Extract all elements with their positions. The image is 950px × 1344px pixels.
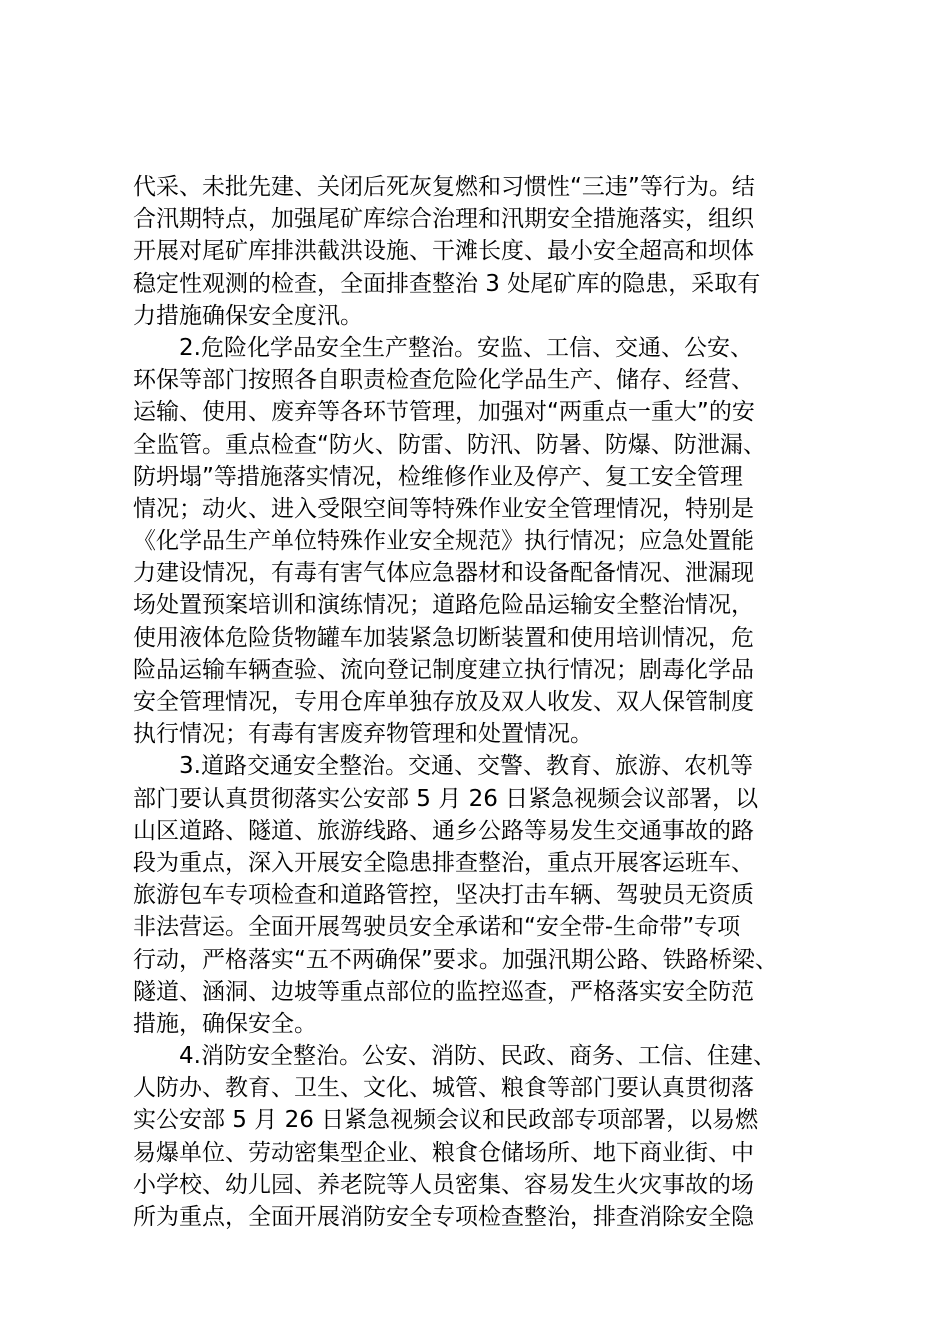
text-line: 非法营运。全面开展驾驶员安全承诺和“安全带-生命带”专项 xyxy=(133,914,741,941)
text-line: 小学校、幼儿园、养老院等人员密集、容易发生火灾事故的场 xyxy=(133,1171,754,1198)
document-body xyxy=(133,171,828,1233)
paragraph-start-line: 3.道路交通安全整治。交通、交警、教育、旅游、农机等 xyxy=(179,753,753,780)
text-line: 人防办、教育、卫生、文化、城管、粮食等部门要认真贯彻落 xyxy=(133,1075,754,1102)
text-line: 全监管。重点检查“防火、防雷、防汛、防暑、防爆、防泄漏、 xyxy=(133,431,766,458)
paragraph-start-line: 2.危险化学品安全生产整治。安监、工信、交通、公安、 xyxy=(179,334,753,361)
text-line: 开展对尾矿库排洪截洪设施、干滩长度、最小安全超高和坝体 xyxy=(133,238,754,265)
text-line: 环保等部门按照各自职责检查危险化学品生产、储存、经营、 xyxy=(133,367,754,394)
text-line: 段为重点，深入开展安全隐患排查整治，重点开展客运班车、 xyxy=(133,849,754,876)
text-line: 力建设情况，有毒有害气体应急器材和设备配备情况、泄漏现 xyxy=(133,560,754,587)
text-line: 所为重点，全面开展消防安全专项检查整治，排查消除安全隐 xyxy=(133,1204,754,1230)
text-line: 使用液体危险货物罐车加装紧急切断装置和使用培训情况，危 xyxy=(133,624,754,651)
text-line: 合汛期特点，加强尾矿库综合治理和汛期安全措施落实，组织 xyxy=(133,206,754,233)
text-line: 防坍塌”等措施落实情况，检维修作业及停产、复工安全管理 xyxy=(133,463,743,490)
text-line: 安全管理情况，专用仓库单独存放及双人收发、双人保管制度 xyxy=(133,689,754,715)
text-line: 代采、未批先建、关闭后死灰复燃和习惯性“三违”等行为。结 xyxy=(133,174,755,200)
text-line: 易爆单位、劳动密集型企业、粮食仓储场所、地下商业街、中 xyxy=(133,1139,754,1166)
text-line: 险品运输车辆查验、流向登记制度建立执行情况；剧毒化学品 xyxy=(133,656,754,683)
text-line: 隧道、涵洞、边坡等重点部位的监控巡查，严格落实安全防范 xyxy=(133,978,754,1005)
text-line: 执行情况；有毒有害废弃物管理和处置情况。 xyxy=(133,721,593,748)
text-line: 《化学品生产单位特殊作业安全规范》执行情况；应急处置能 xyxy=(133,528,754,555)
text-line: 旅游包车专项检查和道路管控，坚决打击车辆、驾驶员无资质 xyxy=(133,882,754,909)
text-line: 场处置预案培训和演练情况；道路危险品运输安全整治情况， xyxy=(133,592,754,619)
text-line: 运输、使用、废弃等各环节管理，加强对“两重点一重大”的安 xyxy=(133,399,755,426)
text-line: 实公安部 5 月 26 日紧急视频会议和民政部专项部署，以易燃 xyxy=(133,1107,759,1134)
text-line: 行动，严格落实“五不两确保”要求。加强汛期公路、铁路桥梁、 xyxy=(133,946,778,973)
text-line: 山区道路、隧道、旅游线路、通乡公路等易发生交通事故的路 xyxy=(133,817,754,844)
text-line: 措施，确保安全。 xyxy=(133,1010,317,1037)
text-line: 稳定性观测的检查，全面排查整治 3 处尾矿库的隐患，采取有 xyxy=(133,270,761,297)
paragraph-start-line: 4.消防安全整治。公安、消防、民政、商务、工信、住建、 xyxy=(179,1043,776,1070)
text-line: 部门要认真贯彻落实公安部 5 月 26 日紧急视频会议部署，以 xyxy=(133,785,759,812)
text-line: 情况；动火、进入受限空间等特殊作业安全管理情况，特别是 xyxy=(133,495,754,522)
text-line: 力措施确保安全度汛。 xyxy=(133,302,363,329)
